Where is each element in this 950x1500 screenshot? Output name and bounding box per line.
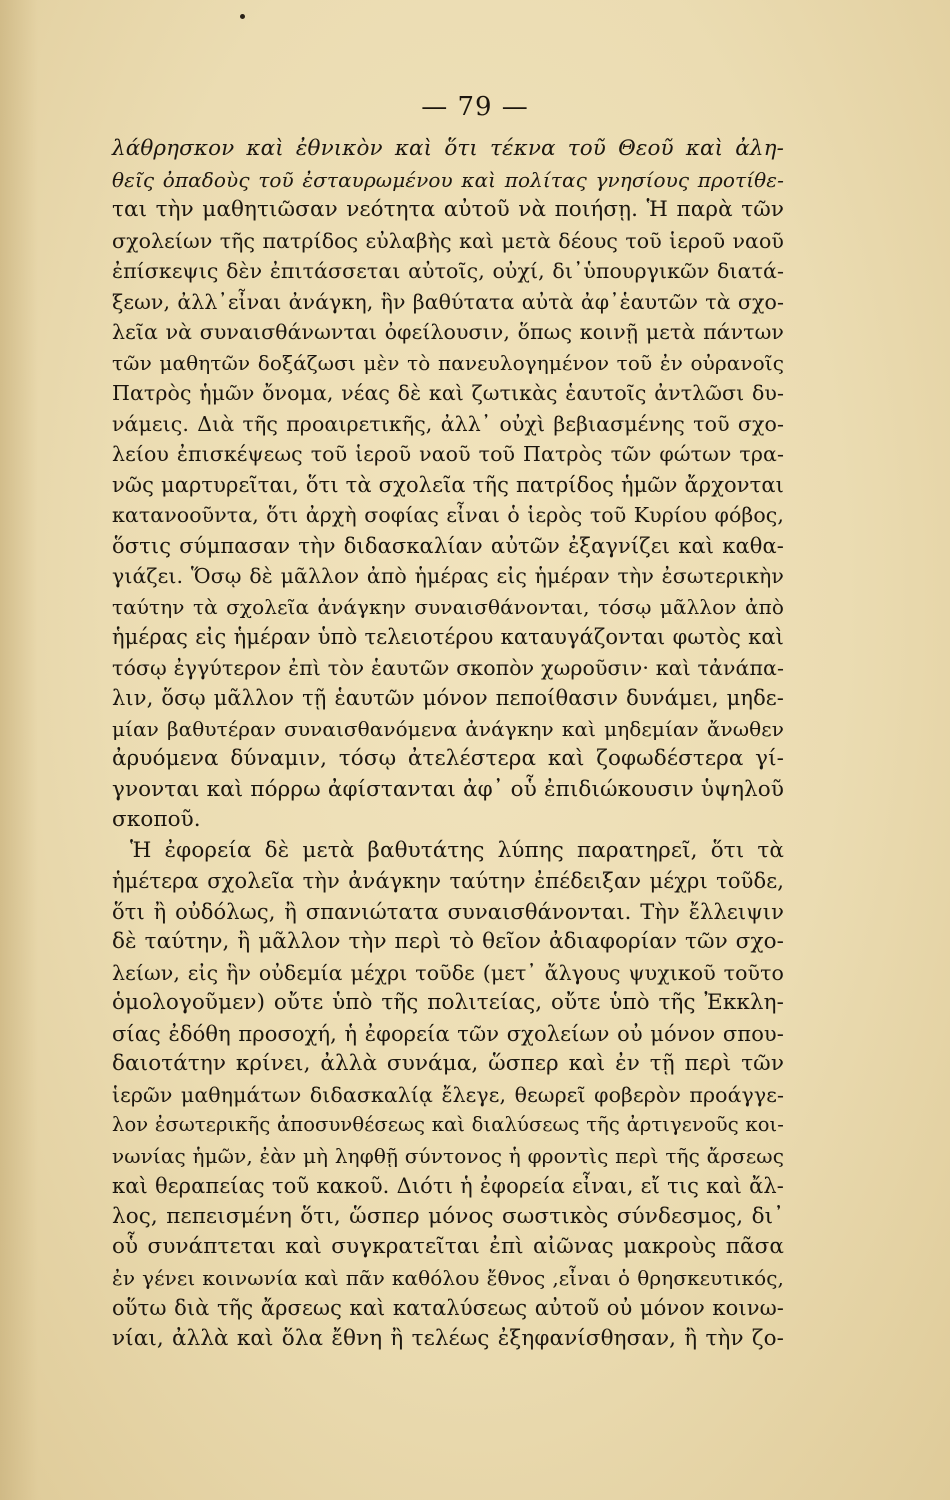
text-line: ται τὴν μαθητιῶσαν νεότητα αὐτοῦ νὰ ποιήσῃ. Ἡ παρὰ τῶν — [112, 197, 784, 222]
text-line: τόσῳ ἐγγύτερον ἐπὶ τὸν ἑαυτῶν σκοπὸν χωροῦσιν· καὶ τἀνάπα- — [112, 655, 784, 680]
page-edge-shadow — [0, 0, 38, 1500]
text-line: ἀρυόμενα δύναμιν, τόσῳ ἀτελέστερα καὶ ζοφωδέστερα γί- — [112, 746, 784, 771]
text-line: ταύτην τὰ σχολεῖα ἀνάγκην συναισθάνονται, τόσῳ μᾶλλον ἀπὸ — [112, 594, 784, 619]
text-line: οὕτω διὰ τῆς ἄρσεως καὶ καταλύσεως αὐτοῦ οὐ μόνον κοινω- — [112, 1296, 784, 1320]
text-line: λιν, ὅσῳ μᾶλλον τῇ ἑαυτῶν μόνον πεποίθασιν δυνάμει, μηδε- — [112, 686, 784, 710]
text-line: γιάζει. Ὅσῳ δὲ μᾶλλον ἀπὸ ἡμέρας εἰς ἡμέραν τὴν ἐσωτερικὴν — [112, 564, 784, 588]
text-line: Ἡ ἐφορεία δὲ μετὰ βαθυτάτης λύπης παρατηρεῖ, ὅτι τὰ — [130, 837, 784, 863]
text-line: ἡμέτερα σχολεῖα τὴν ἀνάγκην ταύτην ἐπέδειξαν μέχρι τοῦδε, — [112, 869, 784, 893]
text-line: λον ἐσωτερικῆς ἀποσυνθέσεως καὶ διαλύσεως τῆς ἀρτιγενοῦς κοι- — [112, 1113, 784, 1136]
text-line: ἡμέρας εἰς ἡμέραν ὑπὸ τελειοτέρου καταυγάζονται φωτὸς καὶ — [112, 625, 784, 649]
text-line: λείων, εἰς ἣν οὐδεμία μέχρι τοῦδε (μετ᾽ ἄλγους ψυχικοῦ τοῦτο — [112, 960, 784, 985]
ink-speck — [240, 14, 245, 19]
text-line: λείου ἐπισκέψεως τοῦ ἱεροῦ ναοῦ τοῦ Πατρὸς τῶν φώτων τρα- — [112, 442, 784, 466]
text-line: ξεων, ἀλλ᾽εἶναι ἀνάγκη, ἣν βαθύτατα αὐτὰ ἀφ᾽ἑαυτῶν τὰ σχο- — [112, 289, 784, 314]
text-line: λεῖα νὰ συναισθάνωνται ὀφείλουσιν, ὅπως κοινῇ μετὰ πάντων — [112, 320, 784, 344]
text-line: λάθρησκον καὶ ἐθνικὸν καὶ ὅτι τέκνα τοῦ Θεοῦ καὶ ἀλη- — [112, 136, 784, 161]
text-line: ἱερῶν μαθημάτων διδασκαλίᾳ ἔλεγε, θεωρεῖ φοβερὸν προάγγε- — [112, 1082, 784, 1107]
text-line: νίαι, ἀλλὰ καὶ ὅλα ἔθνη ἢ τελέως ἐξηφανίσθησαν, ἢ τὴν ζο- — [112, 1325, 784, 1351]
paragraph — [112, 134, 784, 836]
text-line: καὶ θεραπείας τοῦ κακοῦ. Διότι ἡ ἐφορεία εἶναι, εἴ τις καὶ ἄλ- — [112, 1174, 784, 1198]
text-line: σχολείων τῆς πατρίδος εὐλαβὴς καὶ μετὰ δέους τοῦ ἱεροῦ ναοῦ — [112, 228, 784, 253]
text-line: νωνίας ἡμῶν, ἐὰν μὴ ληφθῇ σύντονος ἡ φροντὶς περὶ τῆς ἄρσεως — [112, 1143, 784, 1168]
text-line: λος, πεπεισμένη ὅτι, ὥσπερ μόνος σωστικὸς σύνδεσμος, δι᾽ — [112, 1203, 784, 1229]
paragraph — [112, 836, 784, 1355]
text-line: τῶν μαθητῶν δοξάζωσι μὲν τὸ πανευλογημένον τοῦ ἐν οὐρανοῖς — [112, 350, 784, 375]
text-line: οὗ συνάπτεται καὶ συγκρατεῖται ἐπὶ αἰῶνας μακροὺς πᾶσα — [112, 1234, 784, 1259]
text-line: ὅστις σύμπασαν τὴν διδασκαλίαν αὐτῶν ἐξαγνίζει καὶ καθα- — [112, 533, 784, 558]
text-line: σίας ἐδόθη προσοχή, ἡ ἐφορεία τῶν σχολείων οὐ μόνον σπου- — [112, 1021, 784, 1046]
page-number: — 79 — — [421, 92, 529, 122]
text-line: μίαν βαθυτέραν συναισθανόμενα ἀνάγκην καὶ μηδεμίαν ἄνωθεν — [112, 716, 784, 741]
text-line: ἐπίσκεψις δὲν ἐπιτάσσεται αὐτοῖς, οὐχί, δι᾽ὑπουργικῶν διατά- — [112, 259, 784, 283]
text-line: δαιοτάτην κρίνει, ἀλλὰ συνάμα, ὥσπερ καὶ ἐν τῇ περὶ τῶν — [112, 1051, 784, 1076]
text-line: δὲ ταύτην, ἢ μᾶλλον τὴν περὶ τὸ θεῖον ἀδιαφορίαν τῶν σχο- — [112, 929, 784, 954]
body-text — [112, 134, 784, 1354]
text-line: νῶς μαρτυρεῖται, ὅτι τὰ σχολεῖα τῆς πατρίδος ἡμῶν ἄρχονται — [112, 472, 784, 497]
text-line: σκοποῦ. — [112, 807, 201, 832]
text-line: νάμεις. Διὰ τῆς προαιρετικῆς, ἀλλ᾽ οὐχὶ βεβιασμένης τοῦ σχο- — [112, 411, 784, 436]
text-line: ὅτι ἢ οὐδόλως, ἢ σπανιώτατα συναισθάνονται. Τὴν ἔλλειψιν — [112, 899, 784, 924]
text-line: Πατρὸς ἡμῶν ὄνομα, νέας δὲ καὶ ζωτικὰς ἑαυτοῖς ἀντλῶσι δυ- — [112, 381, 784, 405]
text-line: ἐν γένει κοινωνία καὶ πᾶν καθόλου ἔθνος ,εἶναι ὁ θρησκευτικός, — [112, 1265, 784, 1290]
text-line: θεῖς ὀπαδοὺς τοῦ ἐσταυρωμένου καὶ πολίτας γνησίους προτίθε- — [112, 167, 784, 192]
text-line: ὁμολογοῦμεν) οὔτε ὑπὸ τῆς πολιτείας, οὔτε ὑπὸ τῆς Ἐκκλη- — [112, 990, 784, 1015]
text-line: γνονται καὶ πόρρω ἀφίστανται ἀφ᾽ οὗ ἐπιδιώκουσιν ὑψηλοῦ — [112, 776, 784, 802]
text-line: κατανοοῦντα, ὅτι ἀρχὴ σοφίας εἶναι ὁ ἱερὸς τοῦ Κυρίου φόβος, — [112, 503, 784, 527]
